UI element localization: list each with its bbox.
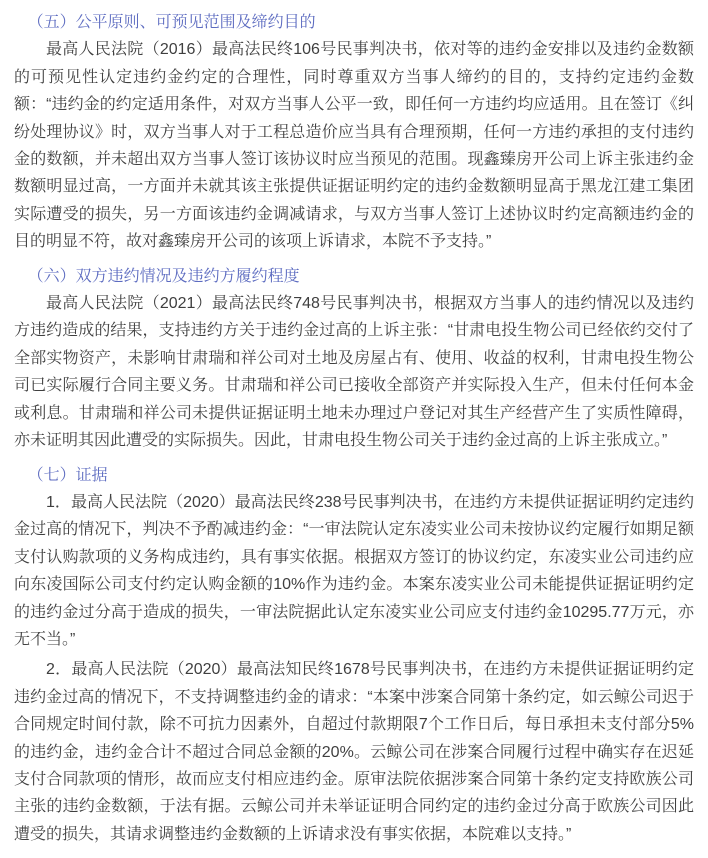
section-heading: （七）证据 (27, 466, 108, 484)
section-heading: （六）双方违约情况及违约方履约程度 (27, 267, 300, 285)
section-fairness-principle (14, 9, 694, 256)
paragraph: 最高人民法院（2021）最高法民终748号民事判决书，根据双方当事人的违约情况以及违约方违约造成的结果，支持违约方关于违约金过高的上诉主张：“甘肃电投生物公司已经依约交付了全部实物资产，未影响甘肃瑞和祥公司对土地及房屋占有、使用、收益的权利，甘肃电投生物公司已实际履行合同主要义务。甘肃瑞和祥公司已接收全部资产并实际投入生产，但未付任何本金或利息。甘肃瑞和祥公司未提供证据证明土地未办理过户登记对其生产经营产生了实质性障碍，亦未证明其因此遭受的实际损失。因此，甘肃电投生物公司关于违约金过高的上诉主张成立。” (14, 295, 694, 450)
paragraph: 最高人民法院（2016）最高法民终106号民事判决书，依对等的违约金安排以及违约金数额的可预见性认定违约金约定的合理性，同时尊重双方当事人缔约的目的，支持约定违约金数额：“违约金的约定适用条件，对双方当事人公平一致，即任何一方违约均应适用。且在签订《纠纷处理协议》时，双方当事人对于工程总造价应当具有合理预期，任何一方违约承担的支付违约金的数额，并未超出双方当事人签订该协议时应当预见的范围。现鑫臻房开公司上诉主张违约金数额明显过高，一方面并未就其该主张提供证据证明约定的违约金数额明显高于黑龙江建工集团实际遭受的损失，另一方面该违约金调减请求，与双方当事人签订上述协议时约定高额违约金的目的明显不符，故对鑫臻房开公司的该项上诉请求，本院不予支持。” (14, 41, 694, 251)
paragraph: 1．最高人民法院（2020）最高法民终238号民事判决书，在违约方未提供证据证明约定违约金过高的情况下，判决不予酌减违约金：“一审法院认定东凌实业公司未按协议约定履行如期足额支付认购款项的义务构成违约，具有事实依据。根据双方签订的协议约定，东凌实业公司违约应向东凌国际公司支付约定认购金额的10%作为违约金。本案东凌实业公司未能提供证据证明约定的违约金过分高于造成的损失，一审法院据此认定东凌实业公司应支付违约金10295.77万元，亦无不当。” (14, 493, 694, 648)
section-breach-circumstances (14, 263, 694, 455)
paragraph: 2．最高人民法院（2020）最高法知民终1678号民事判决书，在违约方未提供证据证明约定违约金过高的情况下，不支持调整违约金的请求：“本案中涉案合同第十条约定，如云鲸公司迟于合同规定时间付款，除不可抗力因素外，自超过付款期限7个工作日后，每日承担未支付部分5%的违约金，违约金合计不超过合同总金额的20%。云鲸公司在涉案合同履行过程中确实存在迟延支付合同款项的情形，故而应支付相应违约金。原审法院依据涉案合同第十条约定支持欧族公司主张的违约金数额，于法有据。云鲸公司并未举证证明合同约定的违约金过分高于欧族公司因此遭受的损失，其请求调整违约金数额的上诉请求没有事实依据，本院难以支持。” (14, 661, 694, 843)
section-heading: （五）公平原则、可预见范围及缔约目的 (27, 14, 316, 31)
section-evidence (14, 462, 694, 849)
